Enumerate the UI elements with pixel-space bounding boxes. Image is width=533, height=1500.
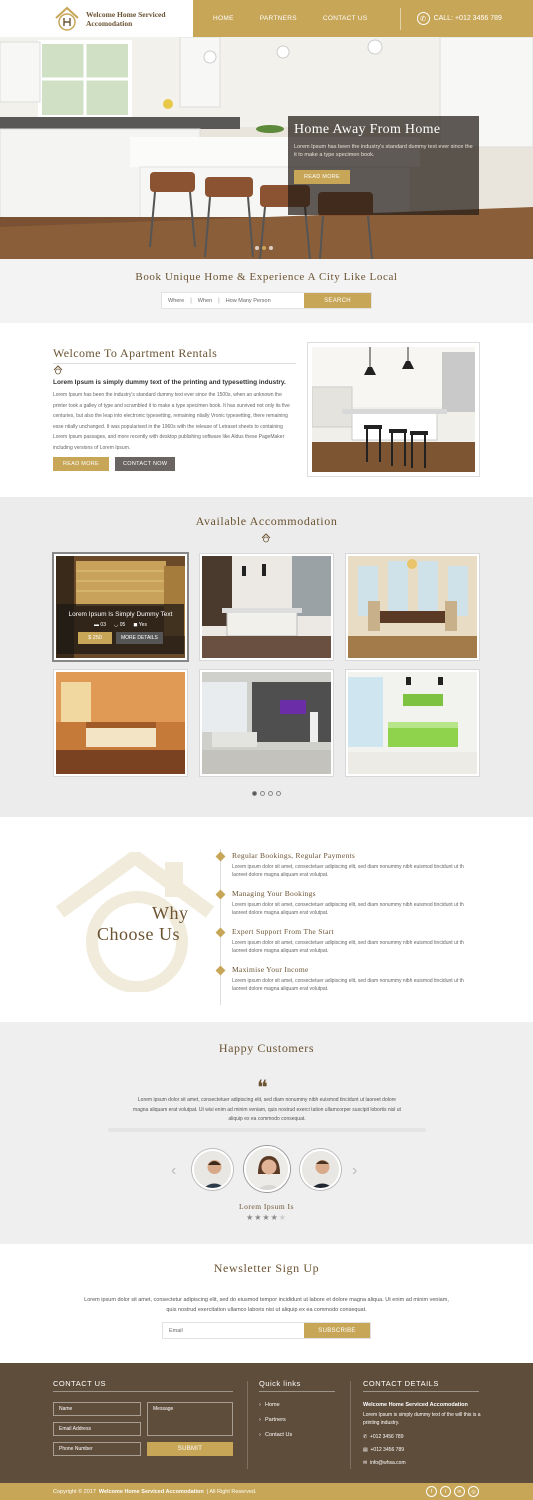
prev-arrow-icon[interactable]: ‹ — [171, 1162, 177, 1179]
footer-contact-title: CONTACT US — [53, 1379, 107, 1388]
welcome-kitchen-photo — [308, 343, 479, 476]
beds-info: ▬ 03 — [94, 622, 106, 628]
hero-title: Home Away From Home — [294, 122, 441, 137]
newsletter-title: Newsletter Sign Up — [213, 1261, 320, 1275]
footer-company-name: Welcome Home Serviced Accomodation — [363, 1402, 468, 1408]
instagram-icon[interactable]: ◎ — [468, 1486, 479, 1497]
accommodation-card[interactable] — [346, 554, 479, 660]
footer-link-home[interactable]: › Home — [259, 1402, 280, 1408]
read-more-button[interactable]: READ MORE — [53, 457, 109, 471]
why-title — [97, 903, 189, 945]
footer-phone-field[interactable]: Phone Number — [53, 1442, 141, 1456]
card-title: Lorem Ipsum Is Simply Dummy Text — [68, 611, 173, 618]
facebook-icon[interactable]: f — [426, 1486, 437, 1497]
phone-icon: ✆ — [417, 12, 430, 25]
hero-dot-active[interactable] — [262, 246, 266, 250]
why-item-title: Regular Bookings, Regular Payments — [232, 851, 356, 860]
search-button[interactable]: SEARCH — [304, 293, 371, 308]
header-phone-text: CALL: +012 3456 789 — [433, 15, 502, 22]
testimonial-quote: Lorem ipsum dolor sit amet, consectetuer adipiscing elit, sed diam nonummy nibh euismod tincidunt ut laoreet dolore magna aliquam erat volutpat. Ut wisi enim ad minim veniam, quis nostrud exerci tation ullamcorper suscipit lobortis nisl ut aliquip ex ea commodo consequat. — [133, 1097, 401, 1122]
field-divider: | — [190, 297, 192, 304]
quote-icon: ❝ — [257, 1077, 268, 1099]
timeline-marker — [216, 966, 226, 976]
when-field[interactable]: When — [197, 297, 213, 304]
why-title-line2: Choose Us — [97, 924, 181, 944]
social-links — [426, 1486, 479, 1497]
main-nav — [193, 0, 533, 37]
rating-stars — [0, 1213, 533, 1222]
field-divider: | — [218, 297, 220, 304]
hero-caption — [288, 116, 479, 215]
timeline-marker — [216, 852, 226, 862]
slider-dot[interactable] — [276, 791, 281, 796]
brand-logo[interactable] — [0, 0, 193, 37]
accommodation-card[interactable] — [200, 554, 333, 660]
avatar[interactable] — [192, 1149, 233, 1190]
testimonials-section — [0, 1022, 533, 1244]
slider-dot[interactable] — [260, 791, 265, 796]
why-item-text: Lorem ipsum dolor sit amet, consectetuer adipiscing elit, sed diam nonummy nibh euismod tincidunt ut th laoreet dolore magna aliquam erat volutpat. — [232, 864, 464, 878]
footer-divider — [350, 1381, 351, 1469]
footer-email-field[interactable]: Email Address — [53, 1422, 141, 1436]
footer-email[interactable]: ✉ info@whsa.com — [363, 1460, 406, 1466]
footer-underline — [363, 1391, 479, 1392]
hero-read-more-button[interactable]: READ MORE — [294, 170, 350, 184]
copyright-prefix: Copyright © 2017 — [53, 1488, 96, 1495]
newsletter-email-input[interactable]: Email — [169, 1327, 183, 1334]
hero-text: Lorem Ipsum has been the industry's standard dummy text ever since the it to make a type specimen book. — [294, 144, 473, 158]
avatar[interactable] — [300, 1149, 341, 1190]
accommodation-card[interactable] — [54, 554, 187, 660]
why-choose-us-section — [0, 817, 533, 1022]
customer-name: Lorem Ipsum Is — [239, 1202, 294, 1211]
why-item — [232, 965, 477, 993]
people-field[interactable]: How Many Person — [225, 297, 271, 304]
footer-company-text: Lorem Ipsum is simply dummy text of the will this is a printing industry. — [363, 1412, 481, 1426]
next-arrow-icon[interactable]: › — [352, 1162, 358, 1179]
why-item-title: Maximise Your Income — [232, 965, 309, 974]
why-item-text: Lorem ipsum dolor sit amet, consectetuer adipiscing elit, sed diam nonummy nibh euismod tincidunt ut th laoreet dolore magna aliquam erat volutpat. — [232, 978, 464, 992]
car-icon: ◼ — [133, 622, 138, 628]
house-icon — [53, 365, 63, 375]
booking-form — [161, 292, 372, 309]
accommodation-card[interactable] — [200, 670, 333, 776]
hero-pagination — [255, 246, 273, 250]
nav-divider — [400, 8, 401, 30]
parking-info: ◼ Yes — [133, 622, 147, 628]
house-icon — [260, 533, 272, 543]
copyright-bar — [0, 1483, 533, 1500]
footer-phone1[interactable]: ✆ +012 3456 789 — [363, 1434, 404, 1440]
why-item-text: Lorem ipsum dolor sit amet, consectetuer adipiscing elit, sed diam nonummy nibh euismod tincidunt ut th laoreet dolore magna aliquam erat volutpat. — [232, 902, 464, 916]
more-details-button[interactable]: MORE DETAILS — [116, 632, 163, 644]
copyright-brand: Welcome Home Serviced Accomodation — [98, 1488, 204, 1495]
star-icon: ★ — [246, 1213, 255, 1222]
printer-icon: ▤ — [363, 1447, 368, 1453]
star-icon: ★ — [254, 1213, 263, 1222]
title-underline — [53, 363, 296, 364]
slider-dot-active[interactable] — [252, 791, 257, 796]
why-item — [232, 889, 477, 917]
twitter-icon[interactable]: t — [440, 1486, 451, 1497]
newsletter-section — [0, 1244, 533, 1363]
why-title-line1: Why — [152, 903, 189, 923]
nav-contact[interactable]: CONTACT US — [322, 15, 368, 22]
footer-phone2[interactable]: ▤ +012 3456 789 — [363, 1447, 405, 1453]
contact-details-title: CONTACT DETAILS — [363, 1379, 439, 1388]
brand-line2: Accomodation — [86, 18, 133, 28]
footer-link-contact[interactable]: › Contact Us — [259, 1432, 293, 1438]
footer-submit-button[interactable]: SUBMIT — [147, 1442, 233, 1456]
avatar-active[interactable] — [244, 1146, 290, 1192]
why-item — [232, 851, 477, 879]
welcome-section — [0, 323, 533, 497]
star-icon: ★ — [270, 1213, 279, 1222]
accommodation-title: Available Accommodation — [195, 514, 338, 528]
welcome-body: Lorem Ipsum has been the industry's standard dummy text ever since the 1500s, when an unknown the printer took a galley of type and scrambled it to make a type specimen book. It has survived not only its five centuries, but also the leap into electronic typesetting, remaining ntially Vronic typesetting, there remaining esse ntially unchanged. It was popularised in the 1960s with the release of Letraset sheets to containing Lorem Ipsum passages, and more recently with desktop publishing software like Aldus these PageMaker including versions of Lorem Ipsum. — [53, 392, 290, 451]
why-item-title: Expert Support From The Start — [232, 927, 334, 936]
copyright-suffix: | All Right Reserved. — [206, 1488, 257, 1495]
card-overlay — [57, 604, 184, 654]
baths-info: ◡ 05 — [113, 622, 126, 628]
slider-dot[interactable] — [268, 791, 273, 796]
mail-icon: ✉ — [363, 1460, 368, 1466]
footer-divider — [247, 1381, 248, 1469]
subscribe-button[interactable]: SUBSCRIBE — [304, 1323, 370, 1338]
phone-icon: ✆ — [363, 1434, 368, 1440]
hero-dot[interactable] — [255, 246, 259, 250]
why-item-title: Managing Your Bookings — [232, 889, 316, 898]
contact-now-button[interactable]: CONTACT NOW — [115, 457, 175, 471]
house-logo-icon — [53, 5, 81, 33]
footer-message-field[interactable]: Message — [147, 1402, 233, 1436]
hero-dot[interactable] — [269, 246, 273, 250]
why-item-text: Lorem ipsum dolor sit amet, consectetuer adipiscing elit, sed diam nonummy nibh euismod tincidunt ut th laoreet dolore magna aliquam erat volutpat. — [232, 940, 464, 954]
accommodation-pagination — [252, 791, 281, 796]
footer-link-partners[interactable]: › Partners — [259, 1417, 286, 1423]
brand-line1: Welcome Home Serviced — [86, 9, 166, 19]
accommodation-card[interactable] — [54, 670, 187, 776]
hero-slider — [0, 37, 533, 259]
bed-icon: ▬ — [94, 622, 100, 628]
timeline-marker — [216, 890, 226, 900]
why-item — [232, 927, 477, 955]
nav-partners[interactable]: PARTNERS — [259, 15, 297, 22]
newsletter-text: Lorem ipsum dolor sit amet, consectetur adipiscing elit, sed do eiusmod tempor incididunt ut labore et dolore magna aliqua. Ut enim ad minim veniam, quis nostrud exercitation ullamco laboris nisi ut aliquip ex ea commodo consequat. — [84, 1297, 449, 1313]
welcome-lead: Lorem Ipsum is simply dummy text of the printing and typesetting industry. — [53, 379, 286, 386]
testimonials-title: Happy Customers — [218, 1041, 315, 1055]
star-icon: ★ — [262, 1213, 271, 1222]
quick-links-title: Quick links — [259, 1379, 301, 1388]
where-field[interactable]: Where — [168, 297, 185, 304]
newsletter-form — [162, 1322, 371, 1339]
quote-divider — [108, 1128, 426, 1132]
footer-underline — [259, 1391, 335, 1392]
booking-section — [0, 259, 533, 323]
accommodation-card[interactable] — [346, 670, 479, 776]
footer-name-field[interactable]: Name — [53, 1402, 141, 1416]
bath-icon: ◡ — [113, 622, 119, 628]
linkedin-icon[interactable]: in — [454, 1486, 465, 1497]
site-header — [0, 0, 533, 37]
header-phone[interactable] — [417, 12, 502, 25]
footer-underline — [53, 1391, 233, 1392]
star-empty-icon: ★ — [278, 1213, 287, 1222]
accommodation-section — [0, 497, 533, 817]
booking-title: Book Unique Home & Experience A City Like Local — [135, 271, 398, 283]
site-footer — [0, 1363, 533, 1483]
nav-home[interactable]: HOME — [213, 15, 234, 22]
price-badge[interactable]: $ 250 — [78, 632, 112, 644]
welcome-title: Welcome To Apartment Rentals — [53, 346, 218, 360]
timeline-marker — [216, 928, 226, 938]
